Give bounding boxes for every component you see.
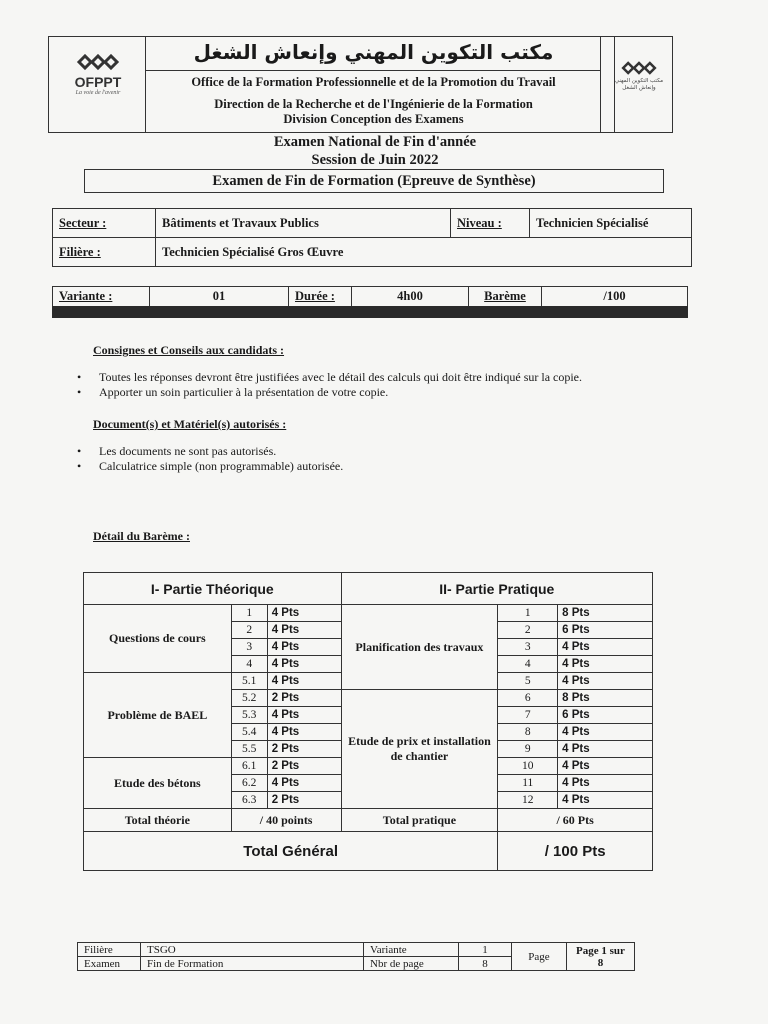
- variante-table: [52, 286, 688, 307]
- theory-group-name: Problème de BAEL: [84, 673, 232, 758]
- header-divider-h: [145, 70, 601, 71]
- ofppt-logo-text: OFPPT: [74, 74, 122, 90]
- practice-question-pts: 4 Pts: [558, 673, 653, 690]
- right-logo-caption: مكتب التكوين المهني وإنعاش الشغل: [614, 78, 664, 91]
- ofppt-logo-left: [52, 50, 144, 96]
- arabic-title: مكتب التكوين المهني وإنعاش الشغل: [193, 40, 554, 64]
- theory-question-num: 6.2: [231, 775, 267, 792]
- duree-label: Durée :: [289, 287, 352, 307]
- theory-question-num: 3: [231, 639, 267, 656]
- theory-question-num: 5.1: [231, 673, 267, 690]
- bareme-title: Détail du Barème :: [93, 529, 190, 543]
- filiere-label: Filière :: [53, 238, 156, 267]
- bareme-table: [83, 572, 653, 871]
- thick-divider-bar: [52, 306, 688, 318]
- theory-question-num: 5.3: [231, 707, 267, 724]
- theory-question-pts: 4 Pts: [267, 724, 341, 741]
- theory-question-pts: 4 Pts: [267, 673, 341, 690]
- consignes-title: Consignes et Conseils aux candidats :: [93, 343, 285, 357]
- theory-group-name: Etude des bétons: [84, 758, 232, 809]
- secteur-label: Secteur :: [53, 209, 156, 238]
- practice-question-num: 11: [498, 775, 558, 792]
- theory-question-num: 1: [231, 605, 267, 622]
- secteur-value: Bâtiments et Travaux Publics: [156, 209, 451, 238]
- practice-question-pts: 4 Pts: [558, 792, 653, 809]
- filiere-value: Technicien Spécialisé Gros Œuvre: [156, 238, 692, 267]
- exam-national-title: Examen National de Fin d'année: [273, 134, 477, 150]
- practice-question-pts: 8 Pts: [558, 690, 653, 707]
- practice-question-num: 4: [498, 656, 558, 673]
- footer-nbpage-label: Nbr de page: [364, 957, 459, 971]
- practice-question-pts: 4 Pts: [558, 656, 653, 673]
- documents-item: • Calculatrice simple (non programmable) autorisée.: [77, 459, 344, 473]
- theory-question-pts: 2 Pts: [267, 690, 341, 707]
- theory-question-num: 5.5: [231, 741, 267, 758]
- ofppt-logo-icon: [75, 50, 121, 74]
- footer-examen-value: Fin de Formation: [141, 957, 364, 971]
- niveau-value: Technicien Spécialisé: [530, 209, 692, 238]
- info-table: [52, 208, 692, 267]
- practice-question-num: 5: [498, 673, 558, 690]
- practice-question-pts: 4 Pts: [558, 775, 653, 792]
- footer-examen-label: Examen: [78, 957, 141, 971]
- theory-question-pts: 2 Pts: [267, 741, 341, 758]
- theory-question-num: 5.4: [231, 724, 267, 741]
- practice-question-num: 6: [498, 690, 558, 707]
- practice-question-num: 3: [498, 639, 558, 656]
- theory-question-pts: 4 Pts: [267, 707, 341, 724]
- variante-value: 01: [150, 287, 289, 307]
- variante-label: Variante :: [53, 287, 150, 307]
- footer-filiere-value: TSGO: [141, 943, 364, 957]
- theory-question-num: 5.2: [231, 690, 267, 707]
- footer-nbpage-value: 8: [459, 957, 512, 971]
- practice-question-pts: 8 Pts: [558, 605, 653, 622]
- practice-question-num: 10: [498, 758, 558, 775]
- consignes-item: • Apporter un soin particulier à la présentation de votre copie.: [77, 385, 389, 399]
- bareme-value: /100: [542, 287, 688, 307]
- practice-question-pts: 4 Pts: [558, 724, 653, 741]
- practice-header: II- Partie Pratique: [341, 573, 652, 605]
- exam-session: Session de Juin 2022: [311, 152, 439, 168]
- practice-question-num: 7: [498, 707, 558, 724]
- documents-item: • Les documents ne sont pas autorisés.: [77, 444, 277, 458]
- theory-question-pts: 4 Pts: [267, 639, 341, 656]
- ofppt-logo-right-icon: [619, 58, 659, 78]
- practice-question-pts: 6 Pts: [558, 622, 653, 639]
- theory-question-pts: 2 Pts: [267, 758, 341, 775]
- footer-filiere-label: Filière: [78, 943, 141, 957]
- practice-question-num: 1: [498, 605, 558, 622]
- total-theory-label: Total théorie: [84, 809, 232, 832]
- ofppt-logo-right: [608, 58, 670, 92]
- theory-group-name: Questions de cours: [84, 605, 232, 673]
- total-general-value: / 100 Pts: [498, 832, 653, 871]
- niveau-label: Niveau :: [451, 209, 530, 238]
- consignes-item: • Toutes les réponses devront être justifiées avec le détail des calculs qui doit être indiqué sur la copie.: [77, 370, 582, 384]
- practice-question-pts: 4 Pts: [558, 741, 653, 758]
- practice-question-pts: 4 Pts: [558, 758, 653, 775]
- footer-page-label: Page: [512, 943, 567, 971]
- duree-value: 4h00: [352, 287, 469, 307]
- practice-question-num: 2: [498, 622, 558, 639]
- practice-question-num: 8: [498, 724, 558, 741]
- theory-question-pts: 4 Pts: [267, 775, 341, 792]
- documents-list: [77, 444, 697, 474]
- office-title: Office de la Formation Professionnelle et de la Promotion du Travail: [191, 75, 556, 89]
- exam-type: Examen de Fin de Formation (Epreuve de Synthèse): [84, 169, 664, 193]
- theory-question-pts: 4 Pts: [267, 622, 341, 639]
- theory-question-num: 4: [231, 656, 267, 673]
- footer-variante-value: 1: [459, 943, 512, 957]
- total-theory-value: / 40 points: [231, 809, 341, 832]
- total-practice-label: Total pratique: [341, 809, 498, 832]
- theory-question-pts: 2 Pts: [267, 792, 341, 809]
- theory-question-num: 6.3: [231, 792, 267, 809]
- practice-group-name: Planification des travaux: [341, 605, 498, 690]
- total-practice-value: / 60 Pts: [498, 809, 653, 832]
- theory-question-num: 2: [231, 622, 267, 639]
- practice-question-pts: 6 Pts: [558, 707, 653, 724]
- practice-question-pts: 4 Pts: [558, 639, 653, 656]
- total-general-label: Total Général: [84, 832, 498, 871]
- practice-question-num: 12: [498, 792, 558, 809]
- practice-question-num: 9: [498, 741, 558, 758]
- theory-header: I- Partie Théorique: [84, 573, 342, 605]
- consignes-list: [77, 370, 697, 400]
- footer-table: [77, 942, 635, 971]
- theory-question-pts: 4 Pts: [267, 605, 341, 622]
- direction-title: Direction de la Recherche et de l'Ingénierie de la Formation: [214, 97, 533, 111]
- practice-group-name: Etude de prix et installation de chantier: [341, 690, 498, 809]
- ofppt-logo-tagline: La voie de l'avenir: [75, 90, 121, 96]
- footer-variante-label: Variante: [364, 943, 459, 957]
- footer-page-value: Page 1 sur 8: [567, 943, 635, 971]
- documents-title: Document(s) et Matériel(s) autorisés :: [93, 417, 287, 431]
- theory-question-pts: 4 Pts: [267, 656, 341, 673]
- theory-question-num: 6.1: [231, 758, 267, 775]
- bareme-label: Barème: [469, 287, 542, 307]
- division-title: Division Conception des Examens: [283, 112, 464, 126]
